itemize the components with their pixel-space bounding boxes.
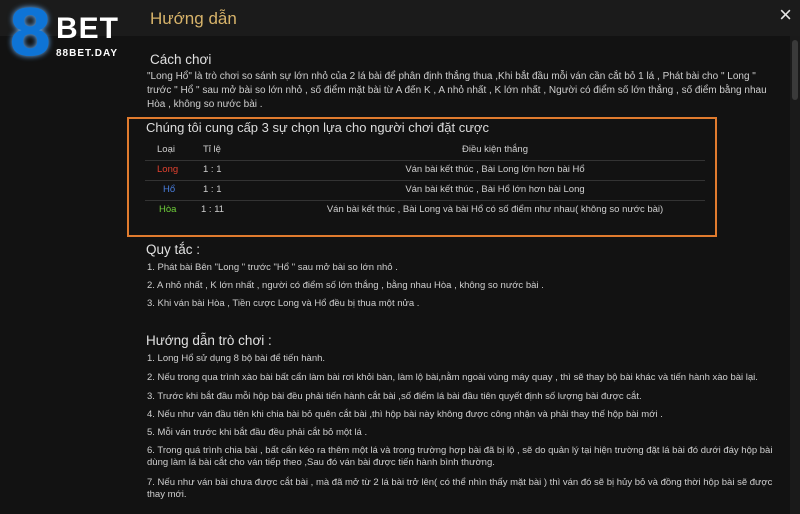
table-header-row xyxy=(145,140,705,161)
list-item: 3. Khi ván bài Hòa , Tiền cược Long và Hổ đều bị thua một nửa . xyxy=(147,298,420,309)
list-item: 3. Trước khi bắt đầu mỗi hộp bài đều phải tiến hành cắt bài ,số điểm lá bài đầu tiên quyết định số lượng bài được cắt. xyxy=(147,391,642,402)
logo-mark: 8 xyxy=(8,0,53,71)
guide-heading: Hướng dẫn trò chơi : xyxy=(146,333,272,348)
bet-ratio: 1 : 11 xyxy=(201,204,225,215)
bet-ratio: 1 : 1 xyxy=(203,164,222,175)
table-row xyxy=(145,180,705,201)
close-icon[interactable]: × xyxy=(779,2,792,27)
list-item: 2. A nhỏ nhất , K lớn nhất , người có điểm số lớn thắng , bằng nhau Hòa , không so nước bài . xyxy=(147,280,544,291)
bet-type-long: Long xyxy=(157,164,179,175)
bet-type-hoa: Hòa xyxy=(159,204,177,215)
bet-condition: Ván bài kết thúc , Bài Long lớn hơn bài Hổ xyxy=(405,164,585,175)
col-header-condition: Điều kiện thắng xyxy=(461,144,529,155)
list-item: 7. Nếu như ván bài chưa được cắt bài , mà đã mở từ 2 lá bài trở lên( có thể nhìn thấy mặt bài ) thì ván đó sẽ bị hủy bỏ và đồng thời hộp bài sẽ được thay mới. xyxy=(147,477,773,500)
intro-heading: Cách chơi xyxy=(150,52,212,67)
scrollbar-thumb[interactable] xyxy=(792,40,798,100)
options-heading: Chúng tôi cung cấp 3 sự chọn lựa cho người chơi đặt cược xyxy=(146,120,489,135)
bet-type-ho: Hổ xyxy=(163,184,176,195)
list-item: 5. Mỗi ván trước khi bắt đầu đều phải cắt bỏ một lá . xyxy=(147,427,368,438)
list-item: 1. Phát bài Bên "Long " trước "Hổ " sau mở bài so lớn nhỏ . xyxy=(147,262,398,273)
list-item: 4. Nếu như ván đầu tiên khi chia bài bỏ quên cắt bài ,thì hộp bài này không được công nhận và phải thay thế hộp bài mới . xyxy=(147,409,663,420)
intro-text: "Long Hổ" là trò chơi so sánh sự lớn nhỏ của 2 lá bài để phân định thắng thua ,Khi bắt đầu mỗi ván cần cắt bỏ 1 lá , Phát bài cho " Long " trước " Hổ " sau mở bài so lớn nhỏ , số điểm mặt bài từ A đến K , A nhỏ nhất , K lớn nhất , Người có điểm số lớn thắng , số điểm bằng nhau Hòa , không so nước bài . xyxy=(147,71,767,110)
scrollbar[interactable] xyxy=(790,36,800,514)
bet-condition: Ván bài kết thúc , Bài Hổ lớn hơn bài Long xyxy=(405,184,585,195)
col-header-ratio: Tỉ lệ xyxy=(203,144,221,155)
table-row xyxy=(145,160,705,181)
col-header-type: Loại xyxy=(157,144,175,155)
list-item: 6. Trong quá trình chia bài , bất cẩn kéo ra thêm một lá và trong trường hợp bài đã bị lộ , sẽ do quản lý tại hiện trường đặt lá bài đó dưới đáy hộp bài dùng làm lá bài cắt cho ván tiếp theo ,Sau đó ván bài được tiến hành bình thường. xyxy=(147,445,773,468)
list-item: 2. Nếu trong qua trình xào bài bất cẩn làm bài rơi khỏi bàn, làm lộ bài,nằm ngoài vùng máy quay , thì sẽ thay bộ bài khác và tiến hành xào bài lại. xyxy=(147,372,758,383)
table-row xyxy=(145,200,705,220)
list-item: 1. Long Hổ sử dụng 8 bộ bài để tiến hành. xyxy=(147,353,326,364)
rules-heading: Quy tắc : xyxy=(146,242,201,257)
logo-brand: BET xyxy=(56,12,119,45)
logo-domain: 88BET.DAY xyxy=(56,48,118,59)
page-title: Hướng dẫn xyxy=(150,9,237,28)
bet-ratio: 1 : 1 xyxy=(203,184,222,195)
bet-condition: Ván bài kết thúc , Bài Long và bài Hổ có số điểm như nhau( không so nước bài) xyxy=(326,204,664,215)
